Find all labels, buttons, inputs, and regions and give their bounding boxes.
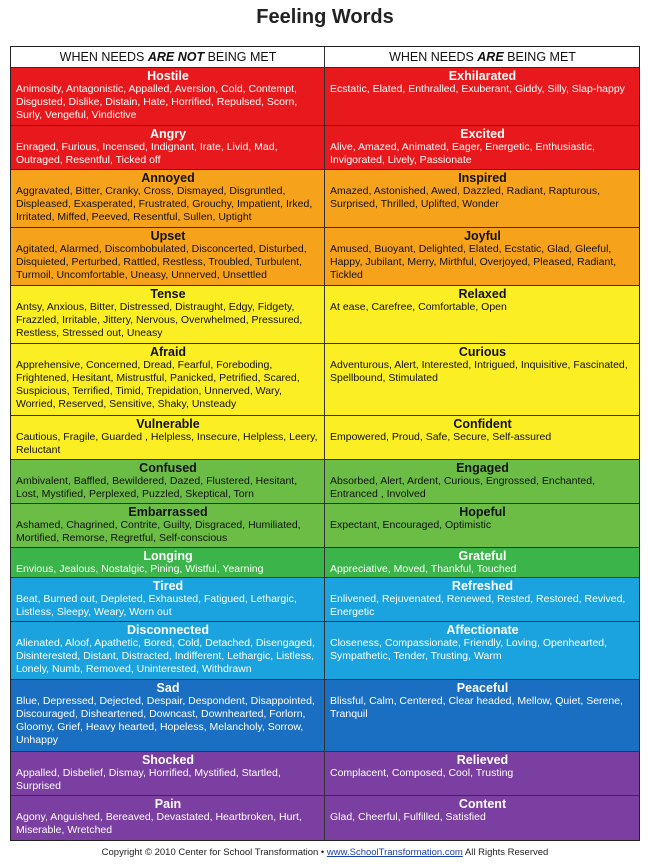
needs-met-cell — [325, 680, 639, 751]
needs-not-met-cell — [11, 344, 325, 415]
feeling-heading: Affectionate — [446, 623, 519, 637]
needs-met-cell — [325, 548, 639, 577]
feeling-heading: Annoyed — [141, 171, 195, 185]
table-header-row — [11, 47, 639, 68]
needs-met-cell — [325, 796, 639, 840]
needs-not-met-cell — [11, 170, 325, 227]
feeling-words: Ashamed, Chagrined, Contrite, Guilty, Disgraced, Humiliated, Mortified, Remorse, Regretful, Self-conscious — [16, 519, 301, 544]
needs-not-met-cell — [11, 752, 325, 795]
needs-met-cell — [325, 228, 639, 285]
feeling-row — [11, 460, 639, 504]
needs-met-cell — [325, 622, 639, 679]
feeling-heading: Inspired — [458, 171, 507, 185]
needs-not-met-cell — [11, 504, 325, 547]
feeling-heading: Joyful — [464, 229, 501, 243]
feeling-words: Envious, Jealous, Nostalgic, Pining, Wistful, Yearning — [16, 563, 264, 575]
feeling-heading: Disconnected — [127, 623, 209, 637]
feeling-heading: Angry — [149, 127, 187, 141]
feeling-words-table — [10, 46, 640, 841]
feeling-heading: Embarrassed — [128, 505, 208, 519]
needs-met-cell — [325, 286, 639, 343]
footer — [0, 847, 650, 858]
feeling-heading: Hopeful — [459, 505, 506, 519]
header-needs-not-met: WHEN NEEDS ARE NOT BEING MET — [11, 47, 325, 67]
feeling-row — [11, 286, 639, 344]
header-needs-met: WHEN NEEDS ARE BEING MET — [389, 50, 576, 64]
feeling-row — [11, 504, 639, 548]
needs-not-met-cell — [11, 416, 325, 459]
needs-not-met-cell — [11, 68, 325, 125]
needs-met-cell — [325, 126, 639, 169]
feeling-heading: Engaged — [456, 461, 509, 475]
feeling-row — [11, 680, 639, 752]
needs-not-met-cell — [11, 680, 325, 751]
needs-not-met-cell — [11, 622, 325, 679]
feeling-words: Agony, Anguished, Bereaved, Devastated, Heartbroken, Hurt, Miserable, Wretched — [16, 811, 302, 836]
feeling-words: Glad, Cheerful, Fulfilled, Satisfied — [330, 811, 486, 823]
feeling-words: Antsy, Anxious, Bitter, Distressed, Distraught, Edgy, Fidgety, Frazzled, Irritable, Jittery, Nervous, Overwhelmed, Pressured, Restless, Stressed out, Uneasy — [16, 301, 303, 339]
feeling-words: Appreciative, Moved, Thankful, Touched — [330, 563, 517, 575]
feeling-heading: Curious — [458, 345, 507, 359]
feeling-row — [11, 578, 639, 622]
needs-met-cell — [325, 460, 639, 503]
feeling-words: Alive, Amazed, Animated, Eager, Energetic, Enthusiastic, Invigorated, Lively, Passionate — [330, 141, 595, 166]
feeling-heading: Refreshed — [451, 579, 514, 593]
feeling-row — [11, 548, 639, 578]
feeling-heading: Content — [458, 797, 507, 811]
feeling-heading: Relieved — [456, 753, 509, 767]
feeling-heading: Tired — [152, 579, 184, 593]
footer-copyright: Copyright © 2010 Center for School Transformation • — [101, 847, 327, 858]
feeling-words: Enlivened, Rejuvenated, Renewed, Rested, Restored, Revived, Energetic — [330, 593, 626, 618]
feeling-words: Absorbed, Alert, Ardent, Curious, Engrossed, Enchanted, Entranced , Involved — [330, 475, 595, 500]
footer-link[interactable]: www.SchoolTransformation.com — [326, 847, 463, 858]
feeling-row — [11, 344, 639, 416]
feeling-words: Complacent, Composed, Cool, Trusting — [330, 767, 514, 779]
needs-not-met-cell — [11, 228, 325, 285]
feeling-heading: Confused — [139, 461, 197, 475]
feeling-heading: Peaceful — [456, 681, 509, 695]
feeling-heading: Shocked — [141, 753, 195, 767]
feeling-words: Cautious, Fragile, Guarded , Helpless, Insecure, Helpless, Leery, Reluctant — [16, 431, 318, 456]
feeling-heading: Longing — [143, 549, 193, 563]
feeling-words: Ecstatic, Elated, Enthralled, Exuberant, Giddy, Silly, Slap-happy — [330, 83, 625, 95]
feeling-words: Adventurous, Alert, Interested, Intrigued, Inquisitive, Fascinated, Spellbound, Stimulated — [330, 359, 628, 384]
feeling-words: Amused, Buoyant, Delighted, Elated, Ecstatic, Glad, Gleeful, Happy, Jubilant, Merry, Mirthful, Overjoyed, Pleased, Radiant, Tickled — [330, 243, 617, 281]
feeling-heading: Relaxed — [458, 287, 507, 301]
page-title: Feeling Words — [256, 6, 394, 28]
feeling-words: At ease, Carefree, Comfortable, Open — [330, 301, 507, 313]
needs-not-met-cell — [11, 548, 325, 577]
feeling-words: Ambivalent, Baffled, Bewildered, Dazed, Flustered, Hesitant, Lost, Mystified, Perplexed, Puzzled, Skeptical, Torn — [16, 475, 298, 500]
feeling-words: Appalled, Disbelief, Dismay, Horrified, Mystified, Startled, Surprised — [16, 767, 281, 792]
feeling-heading: Grateful — [458, 549, 507, 563]
feeling-heading: Hostile — [147, 69, 189, 83]
feeling-row — [11, 622, 639, 680]
feeling-words: Amazed, Astonished, Awed, Dazzled, Radiant, Rapturous, Surprised, Thrilled, Uplifted, Wonder — [330, 185, 601, 210]
feeling-row — [11, 170, 639, 228]
feeling-heading: Sad — [156, 681, 180, 695]
needs-met-cell — [325, 344, 639, 415]
feeling-row — [11, 228, 639, 286]
feeling-words: Closeness, Compassionate, Friendly, Loving, Openhearted, Sympathetic, Tender, Trusting, Warm — [330, 637, 608, 662]
feeling-row — [11, 796, 639, 840]
feeling-heading: Vulnerable — [136, 417, 200, 431]
feeling-heading: Excited — [460, 127, 505, 141]
feeling-heading: Tense — [150, 287, 186, 301]
feeling-words: Alienated, Aloof, Apathetic, Bored, Cold, Detached, Disengaged, Disinterested, Distant, Distracted, Indifferent, Lethargic, Listless, Lonely, Numb, Removed, Uninterested, Withdrawn — [16, 637, 315, 675]
needs-met-cell — [325, 170, 639, 227]
feeling-row — [11, 68, 639, 126]
needs-met-cell — [325, 504, 639, 547]
feeling-row — [11, 416, 639, 460]
needs-not-met-cell — [11, 286, 325, 343]
needs-met-cell — [325, 752, 639, 795]
needs-not-met-cell — [11, 460, 325, 503]
feeling-heading: Upset — [150, 229, 186, 243]
feeling-words: Beat, Burned out, Depleted, Exhausted, Fatigued, Lethargic, Listless, Sleepy, Weary, Worn out — [16, 593, 297, 618]
feeling-words: Animosity, Antagonistic, Appalled, Aversion, Cold, Contempt, Disgusted, Dislike, Distain, Hate, Horrified, Repulsed, Scorn, Surly, Vengeful, Vindictive — [16, 83, 298, 121]
feeling-words: Blissful, Calm, Centered, Clear headed, Mellow, Quiet, Serene, Tranquil — [330, 695, 623, 720]
feeling-words: Apprehensive, Concerned, Dread, Fearful, Foreboding, Frightened, Hesitant, Mistrustful, Panicked, Petrified, Scared, Suspicious, Terrified, Timid, Trepidation, Unnerved, Wary, Worried, Reserved, Sensitive, Shaky, Unsteady — [16, 359, 300, 410]
feeling-words: Enraged, Furious, Incensed, Indignant, Irate, Livid, Mad, Outraged, Resentful, Ticked off — [16, 141, 278, 166]
feeling-words: Empowered, Proud, Safe, Secure, Self-assured — [330, 431, 552, 443]
feeling-words: Expectant, Encouraged, Optimistic — [330, 519, 492, 531]
needs-met-cell — [325, 416, 639, 459]
feeling-heading: Pain — [154, 797, 182, 811]
feeling-words: Aggravated, Bitter, Cranky, Cross, Dismayed, Disgruntled, Displeased, Exasperated, Frustrated, Grouchy, Impatient, Irked, Irritated, Miffed, Peeved, Resentful, Sullen, Uptight — [16, 185, 313, 223]
feeling-words: Blue, Depressed, Dejected, Despair, Despondent, Disappointed, Discouraged, Disheartened, Downcast, Downhearted, Forlorn, Gloomy, Grief, Heavy hearted, Hopeless, Melancholy, Sorrow, Unhappy — [16, 695, 315, 746]
needs-not-met-cell — [11, 126, 325, 169]
needs-met-cell — [325, 578, 639, 621]
feeling-row — [11, 752, 639, 796]
needs-not-met-cell — [11, 796, 325, 840]
needs-not-met-cell — [11, 578, 325, 621]
feeling-row — [11, 126, 639, 170]
feeling-words: Agitated, Alarmed, Discombobulated, Disconcerted, Disturbed, Disquieted, Perturbed, Rattled, Restless, Troubled, Turbulent, Turmoil, Uncomfortable, Uneasy, Unnerved, Unsettled — [16, 243, 307, 281]
feeling-heading: Confident — [453, 417, 512, 431]
needs-met-cell — [325, 68, 639, 125]
feeling-heading: Exhilarated — [448, 69, 517, 83]
footer-rights: All Rights Reserved — [462, 847, 549, 858]
feeling-heading: Afraid — [149, 345, 187, 359]
